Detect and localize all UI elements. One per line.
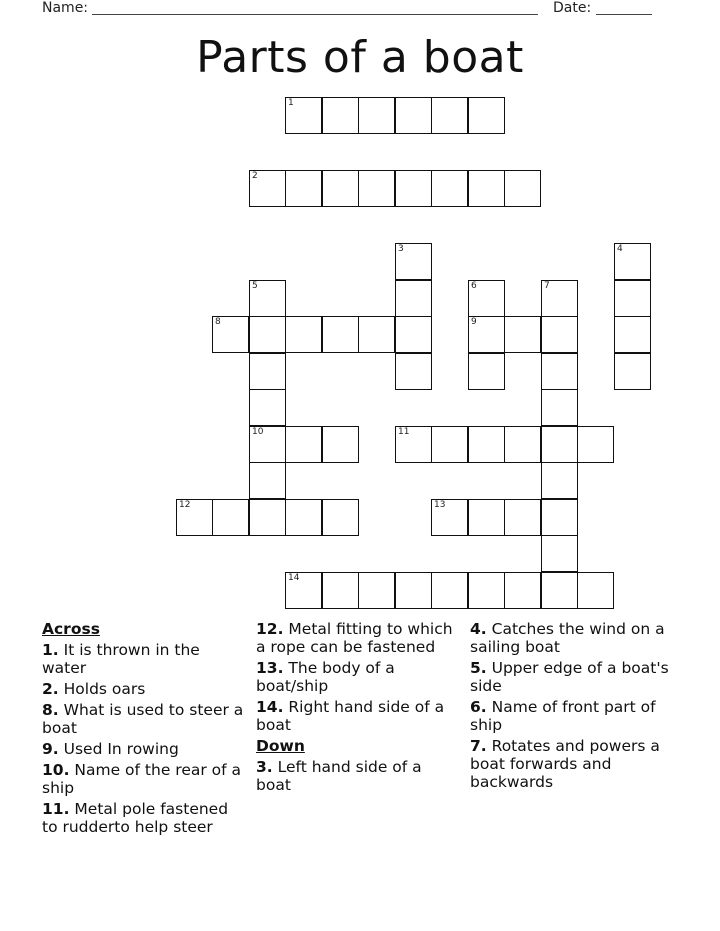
clue-number: 7. bbox=[470, 737, 487, 755]
grid-cell[interactable] bbox=[541, 426, 578, 463]
grid-cell[interactable] bbox=[468, 170, 505, 207]
grid-cell[interactable] bbox=[249, 462, 286, 499]
grid-cell[interactable] bbox=[504, 499, 541, 536]
clue-number: 12. bbox=[256, 620, 284, 638]
cell-number: 10 bbox=[252, 427, 264, 437]
grid-cell[interactable] bbox=[395, 316, 432, 353]
clue-item bbox=[42, 701, 247, 737]
grid-cell[interactable] bbox=[249, 389, 286, 426]
clue-number: 10. bbox=[42, 761, 70, 779]
grid-cell[interactable] bbox=[614, 316, 651, 353]
grid-cell[interactable] bbox=[322, 426, 359, 463]
clues-column-3 bbox=[470, 620, 670, 794]
clues-column-1 bbox=[42, 620, 247, 839]
grid-cell[interactable] bbox=[541, 316, 578, 353]
grid-cell[interactable] bbox=[322, 170, 359, 207]
grid-cell[interactable] bbox=[431, 97, 468, 134]
clue-number: 8. bbox=[42, 701, 59, 719]
grid-cell[interactable] bbox=[541, 462, 578, 499]
grid-cell[interactable] bbox=[212, 316, 249, 353]
grid-cell[interactable] bbox=[504, 572, 541, 609]
grid-cell[interactable] bbox=[395, 97, 432, 134]
clue-item bbox=[470, 737, 670, 791]
grid-cell[interactable] bbox=[431, 426, 468, 463]
grid-cell[interactable] bbox=[285, 572, 322, 609]
cell-number: 14 bbox=[288, 573, 300, 583]
clue-number: 2. bbox=[42, 680, 59, 698]
grid-cell[interactable] bbox=[176, 499, 213, 536]
grid-cell[interactable] bbox=[395, 353, 432, 390]
clue-number: 9. bbox=[42, 740, 59, 758]
cell-number: 3 bbox=[398, 244, 404, 254]
grid-cell[interactable] bbox=[468, 426, 505, 463]
clue-text: Used In rowing bbox=[63, 740, 179, 758]
clue-text: Catches the wind on a sailing boat bbox=[470, 620, 665, 656]
clue-number: 5. bbox=[470, 659, 487, 677]
grid-cell[interactable] bbox=[285, 170, 322, 207]
clue-item bbox=[470, 659, 670, 695]
grid-cell[interactable] bbox=[285, 316, 322, 353]
clue-item bbox=[42, 800, 247, 836]
clue-text: Holds oars bbox=[63, 680, 146, 698]
grid-cell[interactable] bbox=[504, 316, 541, 353]
clue-item bbox=[42, 761, 247, 797]
grid-cell[interactable] bbox=[212, 499, 249, 536]
grid-cell[interactable] bbox=[504, 170, 541, 207]
clue-text: Metal pole fastened to rudderto help steer bbox=[42, 800, 229, 836]
cell-number: 5 bbox=[252, 281, 258, 291]
grid-cell[interactable] bbox=[249, 316, 286, 353]
grid-cell[interactable] bbox=[249, 353, 286, 390]
page-title: Parts of a boat bbox=[196, 32, 524, 83]
clue-text: It is thrown in the water bbox=[42, 641, 200, 677]
grid-cell[interactable] bbox=[358, 572, 395, 609]
clue-number: 13. bbox=[256, 659, 284, 677]
grid-cell[interactable] bbox=[468, 499, 505, 536]
clue-item bbox=[42, 641, 247, 677]
clue-text: The body of a boat/ship bbox=[256, 659, 395, 695]
date-label: Date: bbox=[553, 0, 592, 16]
name-label: Name: bbox=[42, 0, 89, 16]
grid-cell[interactable] bbox=[395, 572, 432, 609]
grid-cell[interactable] bbox=[614, 243, 651, 280]
grid-cell[interactable] bbox=[358, 170, 395, 207]
grid-cell[interactable] bbox=[395, 426, 432, 463]
clue-item bbox=[256, 659, 461, 695]
clue-number: 11. bbox=[42, 800, 70, 818]
clue-text: Left hand side of a boat bbox=[256, 758, 422, 794]
grid-cell[interactable] bbox=[395, 170, 432, 207]
grid-cell[interactable] bbox=[285, 426, 322, 463]
cell-number: 4 bbox=[617, 244, 623, 254]
grid-cell[interactable] bbox=[577, 426, 614, 463]
grid-cell[interactable] bbox=[249, 280, 286, 317]
grid-cell[interactable] bbox=[285, 97, 322, 134]
grid-cell[interactable] bbox=[431, 170, 468, 207]
grid-cell[interactable] bbox=[322, 572, 359, 609]
grid-cell[interactable] bbox=[322, 97, 359, 134]
cell-number: 2 bbox=[252, 171, 258, 181]
clue-item bbox=[470, 620, 670, 656]
grid-cell[interactable] bbox=[468, 572, 505, 609]
grid-cell[interactable] bbox=[358, 97, 395, 134]
cell-number: 1 bbox=[288, 98, 294, 108]
cell-number: 11 bbox=[398, 427, 410, 437]
clue-number: 1. bbox=[42, 641, 59, 659]
clues-column-2 bbox=[256, 620, 461, 797]
clue-item bbox=[256, 620, 461, 656]
grid-cell[interactable] bbox=[468, 280, 505, 317]
grid-cell[interactable] bbox=[468, 97, 505, 134]
clue-number: 4. bbox=[470, 620, 487, 638]
grid-cell[interactable] bbox=[358, 316, 395, 353]
grid-cell[interactable] bbox=[431, 572, 468, 609]
clue-text: Upper edge of a boat's side bbox=[470, 659, 669, 695]
clue-item bbox=[256, 698, 461, 734]
grid-cell[interactable] bbox=[249, 426, 286, 463]
grid-cell[interactable] bbox=[541, 280, 578, 317]
clue-item bbox=[42, 740, 247, 758]
grid-cell[interactable] bbox=[541, 572, 578, 609]
grid-cell[interactable] bbox=[541, 499, 578, 536]
clue-item bbox=[256, 758, 461, 794]
grid-cell[interactable] bbox=[395, 280, 432, 317]
clue-text: Metal fitting to which a rope can be fastened bbox=[256, 620, 453, 656]
cell-number: 7 bbox=[544, 281, 550, 291]
cell-number: 9 bbox=[471, 317, 477, 327]
grid-cell[interactable] bbox=[468, 353, 505, 390]
clue-text: Right hand side of a boat bbox=[256, 698, 445, 734]
grid-cell[interactable] bbox=[614, 353, 651, 390]
grid-cell[interactable] bbox=[541, 389, 578, 426]
clue-number: 14. bbox=[256, 698, 284, 716]
cell-number: 6 bbox=[471, 281, 477, 291]
cell-number: 8 bbox=[215, 317, 221, 327]
clue-item bbox=[470, 698, 670, 734]
grid-cell[interactable] bbox=[249, 499, 286, 536]
down-heading: Down bbox=[256, 737, 305, 755]
across-heading: Across bbox=[42, 620, 100, 638]
clue-text: What is used to steer a boat bbox=[42, 701, 244, 737]
grid-cell[interactable] bbox=[285, 499, 322, 536]
cell-number: 13 bbox=[434, 500, 446, 510]
clue-text: Name of the rear of a ship bbox=[42, 761, 242, 797]
clue-number: 3. bbox=[256, 758, 273, 776]
grid-cell[interactable] bbox=[431, 499, 468, 536]
grid-cell[interactable] bbox=[468, 316, 505, 353]
clue-item bbox=[42, 680, 247, 698]
grid-cell[interactable] bbox=[541, 353, 578, 390]
grid-cell[interactable] bbox=[395, 243, 432, 280]
clue-text: Rotates and powers a boat forwards and backwards bbox=[470, 737, 660, 791]
grid-cell[interactable] bbox=[614, 280, 651, 317]
grid-cell[interactable] bbox=[249, 170, 286, 207]
clue-text: Name of front part of ship bbox=[470, 698, 656, 734]
grid-cell[interactable] bbox=[577, 572, 614, 609]
grid-cell[interactable] bbox=[322, 499, 359, 536]
cell-number: 12 bbox=[179, 500, 191, 510]
grid-cell[interactable] bbox=[541, 535, 578, 572]
grid-cell[interactable] bbox=[322, 316, 359, 353]
grid-cell[interactable] bbox=[504, 426, 541, 463]
clue-number: 6. bbox=[470, 698, 487, 716]
